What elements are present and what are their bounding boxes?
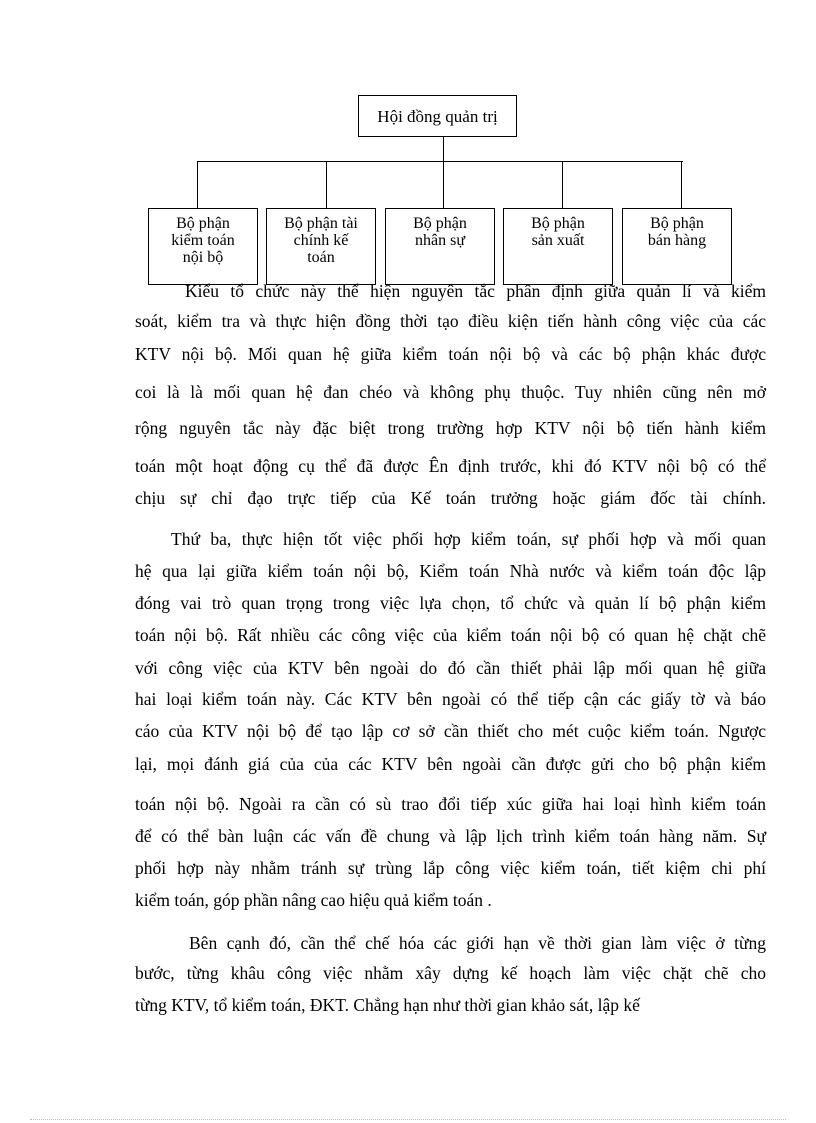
connector-child-5 — [681, 161, 682, 208]
text-line: rộng nguyên tắc này đặc biệt trong trường hợp KTV nội bộ tiến hành kiểm — [135, 418, 766, 438]
text-line: Bên cạnh đó, cần thể chế hóa các giới hạn về thời gian làm việc ở từng — [189, 933, 766, 953]
text-line: Thứ ba, thực hiện tốt việc phối hợp kiểm toán, sự phối hợp và mối quan — [171, 529, 766, 549]
text-line: kiểm toán, góp phần nâng cao hiệu quả kiểm toán . — [135, 890, 492, 910]
text-line: phối hợp này nhằm tránh sự trùng lắp công việc kiểm toán, tiết kiệm chi phí — [135, 858, 766, 878]
org-box-line: Bộ phận — [650, 215, 704, 232]
connector-child-3 — [443, 161, 444, 208]
text-line: hệ qua lại giữa kiểm toán nội bộ, Kiểm toán Nhà nước và kiểm toán độc lập — [135, 561, 766, 581]
org-box-line: Bộ phận — [413, 215, 467, 232]
page-bottom-rule — [30, 1119, 786, 1120]
org-box-line: toán — [307, 249, 335, 266]
org-box-human-resources — [385, 208, 495, 285]
text-line: cáo của KTV nội bộ để tạo lập cơ sở cần thiết cho mét cuộc kiểm toán. Ngược — [135, 721, 766, 741]
text-line: hai loại kiểm toán này. Các KTV bên ngoài có thể tiếp cận các giấy tờ và báo — [135, 689, 766, 709]
text-line: soát, kiểm tra và thực hiện đồng thời tạo điều kiện tiến hành công việc của các — [135, 311, 766, 331]
paragraph-1 — [135, 281, 766, 508]
org-root-label: Hội đồng quản trị — [377, 106, 498, 126]
org-box-production — [503, 208, 613, 285]
org-box-line: Bộ phận — [176, 215, 230, 232]
org-box-sales — [622, 208, 732, 285]
org-box-line: Bộ phận tài — [284, 215, 358, 232]
org-box-internal-audit — [148, 208, 258, 285]
org-box-finance-accounting — [266, 208, 376, 285]
text-line: với công việc của KTV bên ngoài do đó cần thiết phải lập mối quan hệ giữa — [135, 658, 766, 678]
text-line: từng KTV, tổ kiểm toán, ĐKT. Chẳng hạn như thời gian khảo sát, lập kế — [135, 995, 640, 1015]
connector-root-down — [443, 137, 444, 161]
connector-child-4 — [562, 161, 563, 208]
text-line: toán nội bộ. Rất nhiều các công việc của kiểm toán nội bộ có quan hệ chặt chẽ — [135, 625, 766, 645]
text-line: coi là là mối quan hệ đan chéo và không phụ thuộc. Tuy nhiên cũng nên mở — [135, 382, 766, 402]
org-root-box — [358, 95, 517, 137]
text-line: KTV nội bộ. Mối quan hệ giữa kiểm toán nội bộ và các bộ phận khác được — [135, 344, 766, 364]
connector-child-1 — [197, 161, 198, 208]
org-box-line: nội bộ — [182, 249, 224, 266]
org-box-line: bán hàng — [647, 232, 707, 249]
text-line: đóng vai trò quan trọng trong việc lựa chọn, tổ chức và quản lí bộ phận kiểm — [135, 593, 766, 613]
text-line: để có thể bàn luận các vấn đề chung và lập lịch trình kiểm toán hàng năm. Sự — [135, 826, 766, 846]
text-line: Kiểu tổ chức này thể hiện nguyên tắc phân định giữa quản lí và kiểm — [185, 281, 766, 301]
org-box-line: Bộ phận — [531, 215, 585, 232]
text-line: toán nội bộ. Ngoài ra cần có sù trao đổi tiếp xúc giữa hai loại hình kiểm toán — [135, 794, 766, 814]
text-line: bước, từng khâu công việc nhằm xây dựng kế hoạch làm việc chặt chẽ cho — [135, 963, 766, 983]
text-line: lại, mọi đánh giá của của các KTV bên ngoài cần được gửi cho bộ phận kiểm — [135, 754, 766, 774]
connector-child-2 — [326, 161, 327, 208]
connector-horizontal — [197, 161, 683, 162]
text-line: chịu sự chỉ đạo trực tiếp của Kế toán trưởng hoặc giám đốc tài chính. — [135, 488, 766, 508]
org-box-line: nhân sự — [415, 232, 465, 249]
org-box-line: sản xuất — [531, 232, 585, 249]
text-line: toán một hoạt động cụ thể đã được Ên định trước, khi đó KTV nội bộ có thể — [135, 456, 766, 476]
org-box-line: chính kế — [293, 232, 349, 249]
org-box-line: kiểm toán — [171, 232, 235, 249]
